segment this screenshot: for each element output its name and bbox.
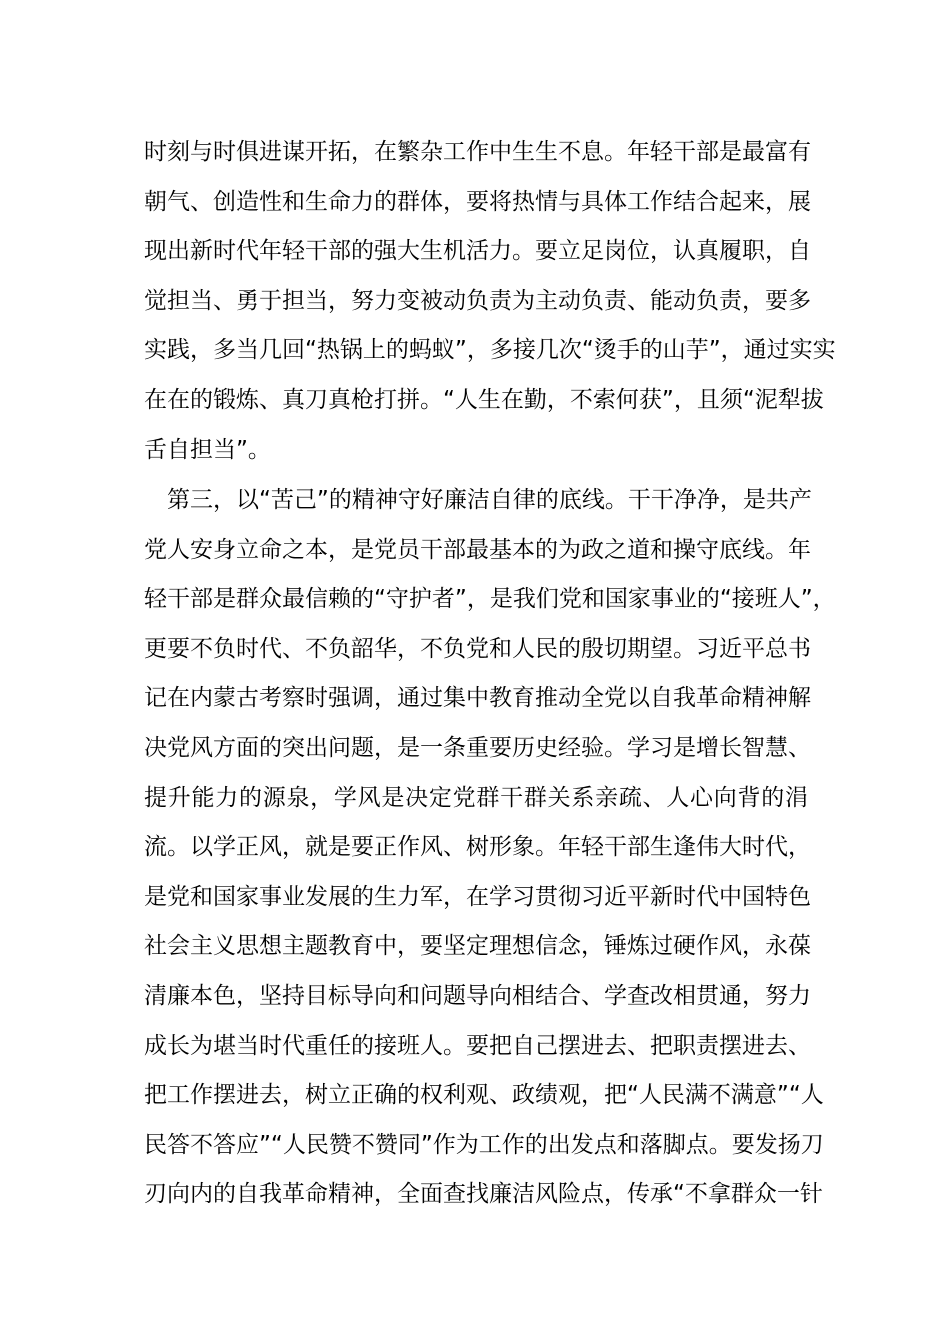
text-line: 朝气、创造性和生命力的群体，要将热情与具体工作结合起来，展 (144, 188, 811, 215)
text-line: 觉担当、勇于担当，努力变被动负责为主动负责、能动负责，要多 (144, 287, 811, 314)
text-line: 记在内蒙古考察时强调，通过集中教育推动全党以自我革命精神解 (144, 685, 811, 712)
text-line: 更要不负时代、不负韶华，不负党和人民的殷切期望。习近平总书 (144, 635, 811, 662)
text-line: 在在的锻炼、真刀真枪打拼。“人生在勤，不索何获”，且须“泥犁拔 (144, 386, 824, 413)
text-line: 民答不答应”“人民赞不赞同”作为工作的出发点和落脚点。要发扬刀 (144, 1131, 824, 1158)
text-line: 是党和国家事业发展的生力军，在学习贯彻习近平新时代中国特色 (144, 883, 811, 910)
text-line: 社会主义思想主题教育中，要坚定理想信念，锤炼过硬作风，永葆 (144, 933, 811, 960)
paragraph-1 (144, 128, 836, 475)
text-line: 第三，以“苦己”的精神守好廉洁自律的底线。干干净净，是共产 (144, 487, 812, 513)
text-line: 党人安身立命之本，是党员干部最基本的为政之道和操守底线。年 (144, 536, 811, 563)
text-line: 实践，多当几回“热锅上的蚂蚁”，多接几次“烫手的山芋”，通过实实 (144, 337, 836, 364)
text-line: 刃向内的自我革命精神，全面查找廉洁风险点，传承“不拿群众一针 (144, 1181, 823, 1208)
text-line: 舌自担当”。 (144, 436, 271, 463)
text-line: 流。以学正风，就是要正作风、树形象。年轻干部生逢伟大时代， (144, 834, 811, 861)
text-line: 时刻与时俱进谋开拓，在繁杂工作中生生不息。年轻干部是最富有 (144, 139, 811, 165)
text-line: 决党风方面的突出问题，是一条重要历史经验。学习是增长智慧、 (144, 734, 811, 761)
text-line: 把工作摆进去，树立正确的权利观、政绩观，把“人民满不满意”“人 (144, 1082, 824, 1109)
text-line: 现出新时代年轻干部的强大生机活力。要立足岗位，认真履职，自 (144, 238, 811, 265)
text-line: 清廉本色，坚持目标导向和问题导向相结合、学查改相贯通，努力 (144, 982, 811, 1009)
text-line: 轻干部是群众最信赖的“守护者”，是我们党和国家事业的“接班人”， (144, 586, 836, 613)
paragraph-2 (144, 476, 836, 1220)
text-line: 提升能力的源泉，学风是决定党群干群关系亲疏、人心向背的涓 (144, 784, 808, 811)
text-line: 成长为堪当时代重任的接班人。要把自己摆进去、把职责摆进去、 (144, 1032, 811, 1059)
